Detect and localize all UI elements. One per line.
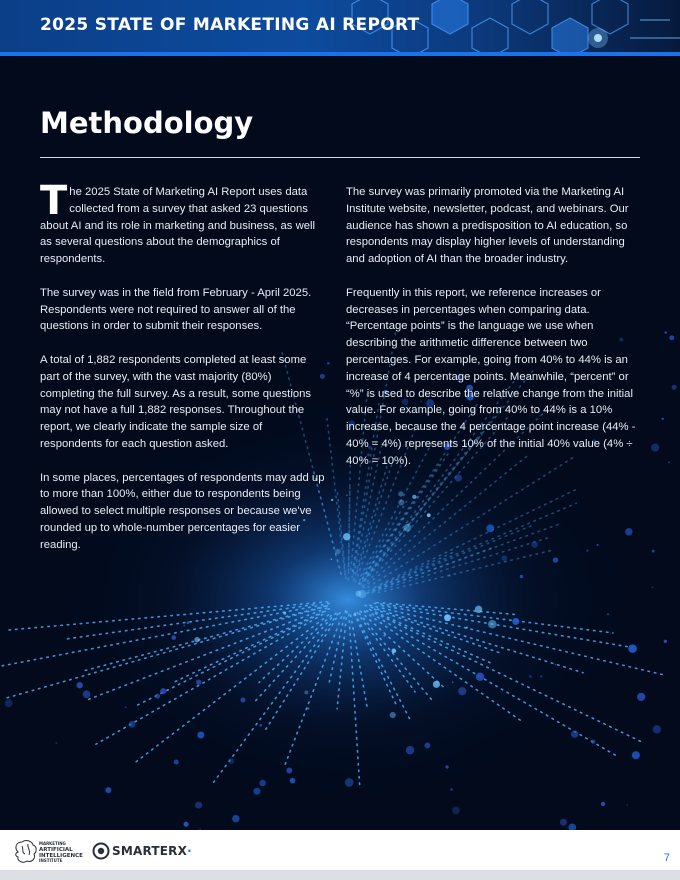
smarterx-name: SMARTERX	[112, 844, 188, 858]
header-accent-stripe	[0, 52, 680, 56]
drop-cap: T	[40, 178, 68, 224]
particle-dot	[253, 788, 260, 795]
particle-dot	[286, 767, 292, 773]
particle-dot	[427, 513, 431, 517]
particle-dot	[228, 758, 234, 764]
particle-dot	[512, 618, 519, 625]
particle-dot	[668, 461, 670, 463]
logo-line-intelligence: INTELLIGENCE	[39, 853, 83, 859]
particle-dot	[586, 550, 588, 552]
particle-dot	[531, 541, 538, 548]
particle-dot	[398, 499, 404, 505]
particle-dot	[353, 613, 356, 616]
right-text-column	[346, 184, 640, 486]
particle-dot	[346, 494, 348, 496]
report-title-header: 2025 STATE OF MARKETING AI REPORT	[40, 15, 420, 35]
footer-bottom-bar	[0, 870, 680, 880]
particle-dot	[665, 331, 667, 333]
page-number: 7	[663, 852, 670, 864]
particle-dot	[290, 778, 296, 784]
particle-dot	[304, 690, 308, 694]
particle-dot	[597, 544, 599, 546]
report-footer	[0, 830, 680, 870]
particle-dot	[343, 533, 350, 540]
particle-dot	[55, 742, 57, 744]
particle-dot	[398, 491, 403, 496]
particle-dot	[458, 687, 466, 695]
title-divider	[40, 157, 640, 158]
particle-dot	[155, 694, 160, 699]
paragraph-percentages: In some places, percentages of respondents may add up to more than 100%, either due to respondents being allowed to select multiple responses or because we've rounded up to whole-number percentages for easier reading.	[40, 471, 325, 551]
particle-dot	[194, 637, 200, 643]
particle-dot	[76, 682, 82, 688]
paragraph-percentage-points: Frequently in this report, we reference increases or decreases in percentages when comparing data. “Percentage points” is the language we use when describing the arithmetic difference between two percentages. For example, going from 40% to 44% is an increase of 4 percentage points. Meanwhile, “percent” or “%” is used to describe the relative change from the initial value. For example, going from 40% to 44% is a 10% increase, because the 4 percentage point increase (44% - 40% = 4%) represents 10% of the initial 40% value (4% ÷ 40% = 10%).	[346, 286, 636, 467]
particle-dot	[529, 675, 532, 678]
particle-dot	[652, 550, 655, 553]
particle-dot	[672, 385, 677, 390]
particle-dot	[125, 706, 127, 708]
particle-dot	[452, 681, 454, 683]
paragraph-field-dates: The survey was in the field from February - April 2025. Respondents were not required to answer all of the questions in order to submit their responses.	[40, 286, 312, 333]
particle-dot	[433, 681, 440, 688]
particle-dot	[330, 558, 332, 560]
particle-dot	[335, 549, 341, 555]
particle-dot	[488, 620, 497, 629]
particle-dot	[652, 586, 654, 588]
particle-dot	[358, 590, 366, 598]
particle-dot	[183, 625, 185, 627]
particle-dot	[406, 746, 414, 754]
particle-dot	[171, 635, 176, 640]
particle-dot	[5, 699, 13, 707]
paragraph-respondents: A total of 1,882 respondents completed at least some part of the survey, with the vast majority (80%) completing the full survey. As a result, some questions may not have a full 1,882 responses. Throughout the report, we clearly indicate the sample size of respondents for each question asked.	[40, 353, 312, 450]
particle-dot	[390, 712, 396, 718]
particle-dot	[446, 765, 449, 768]
particle-dot	[241, 698, 246, 703]
particle-dot	[554, 664, 556, 666]
logo-line-marketing: MARKETING	[39, 841, 66, 846]
paragraph-intro	[40, 178, 326, 268]
particle-dot	[664, 640, 667, 643]
particle-dot	[345, 778, 354, 787]
particle-dot	[607, 613, 609, 615]
particle-dot	[83, 690, 91, 698]
particle-dot	[553, 557, 558, 562]
particle-dot	[452, 806, 460, 814]
particle-dot	[476, 673, 484, 681]
smarterx-mark-icon	[92, 842, 110, 860]
particle-dot	[591, 740, 595, 744]
particle-dot	[424, 742, 430, 748]
paragraph-promotion: The survey was primarily promoted via the Marketing AI Institute website, newsletter, podcast, and webinars. Our audience has shown a predisposition to AI education, so respondents may display higher levels of understanding and adoption of AI than the broader industry.	[346, 186, 629, 266]
particle-dot	[391, 649, 396, 654]
particle-dot	[669, 335, 674, 340]
particle-dot	[501, 555, 507, 561]
particle-dot	[307, 708, 309, 710]
particle-dot	[625, 528, 633, 536]
particle-dot	[259, 780, 266, 787]
particle-dot	[196, 680, 201, 685]
particle-dot	[160, 688, 166, 694]
particle-dot	[448, 575, 450, 577]
particle-dot	[475, 606, 482, 613]
smarterx-mark: ·	[187, 844, 192, 858]
particle-dot	[197, 731, 204, 738]
particle-dot	[283, 612, 286, 615]
page-title: Methodology	[40, 106, 254, 140]
particle-dot	[466, 627, 468, 629]
particle-dot	[637, 693, 645, 701]
particle-dot	[661, 418, 664, 421]
particle-dot	[327, 362, 330, 365]
particle-dot	[520, 575, 523, 578]
marketing-ai-institute-logo	[12, 838, 84, 866]
particle-dot	[412, 495, 416, 499]
particle-dot	[259, 724, 262, 727]
particle-dot	[331, 499, 333, 501]
report-header	[0, 0, 680, 52]
smarterx-wordmark	[112, 844, 192, 858]
particle-dot	[195, 802, 202, 809]
particle-dot	[129, 721, 136, 728]
left-text-column	[40, 178, 326, 570]
particle-dot	[444, 614, 451, 621]
particle-dot	[174, 759, 179, 764]
particle-dot	[560, 819, 567, 826]
particle-dot	[184, 822, 189, 827]
particle-dot	[571, 730, 578, 737]
particle-dot	[232, 815, 239, 822]
particle-dot	[404, 524, 412, 532]
particle-dot	[105, 787, 111, 793]
particle-dot	[653, 725, 661, 733]
brain-icon	[16, 841, 36, 863]
particle-dot	[651, 444, 659, 452]
particle-dot	[601, 802, 605, 806]
particle-dot	[450, 788, 452, 790]
particle-dot	[632, 751, 640, 759]
paragraph-intro-text: he 2025 State of Marketing AI Report uses data collected from a survey that asked 23 questions about AI and its role in marketing and business, as well as several questions about the demographics of respondents.	[40, 186, 316, 266]
particle-dot	[486, 524, 494, 532]
particle-dot	[187, 621, 190, 624]
logo-line-artificial: ARTIFICIAL	[39, 847, 73, 853]
particle-dot	[627, 804, 629, 806]
particle-dot	[540, 675, 542, 677]
logo-line-institute: INSTITUTE	[39, 858, 63, 863]
particle-dot	[383, 634, 385, 636]
particle-dot	[628, 644, 637, 653]
